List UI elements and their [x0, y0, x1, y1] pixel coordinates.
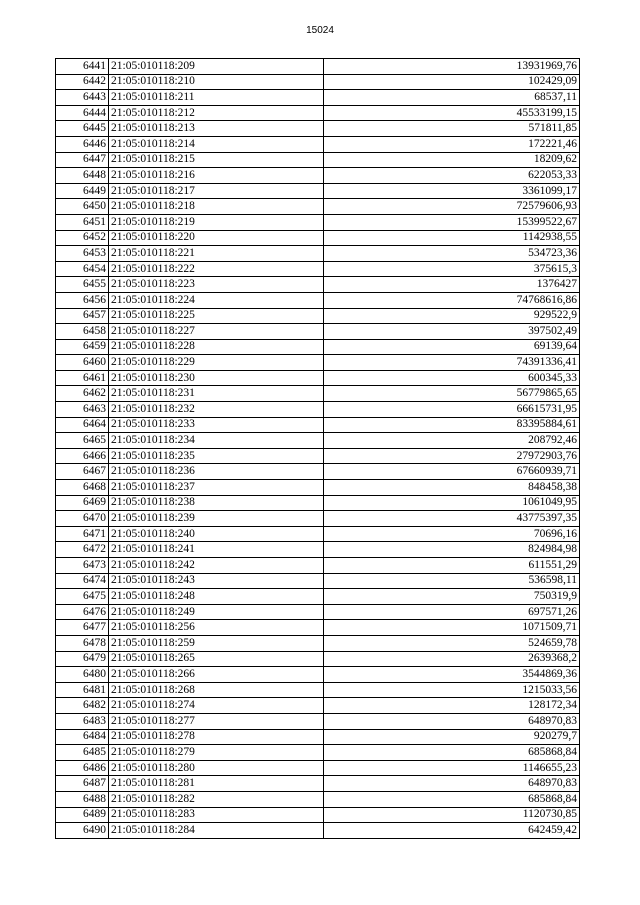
cadastral-number: 21:05:010118:227	[109, 324, 324, 340]
cadastral-value: 920279,7	[324, 729, 580, 745]
cadastral-number: 21:05:010118:242	[109, 558, 324, 574]
table-row	[56, 698, 580, 714]
cadastral-value: 68537,11	[324, 90, 580, 106]
row-number: 6472	[56, 542, 109, 558]
row-number: 6471	[56, 526, 109, 542]
cadastral-value: 56779865,65	[324, 386, 580, 402]
table-row	[56, 604, 580, 620]
row-number: 6464	[56, 417, 109, 433]
cadastral-value: 524659,78	[324, 635, 580, 651]
row-number: 6459	[56, 339, 109, 355]
table-row	[56, 729, 580, 745]
row-number: 6469	[56, 495, 109, 511]
cadastral-value: 43775397,35	[324, 511, 580, 527]
table-row	[56, 807, 580, 823]
row-number: 6462	[56, 386, 109, 402]
cadastral-value: 697571,26	[324, 604, 580, 620]
cadastral-value: 3544869,36	[324, 667, 580, 683]
cadastral-value: 824984,98	[324, 542, 580, 558]
cadastral-number: 21:05:010118:215	[109, 152, 324, 168]
row-number: 6487	[56, 776, 109, 792]
cadastral-value: 102429,09	[324, 74, 580, 90]
cadastral-number: 21:05:010118:214	[109, 136, 324, 152]
row-number: 6449	[56, 183, 109, 199]
table-row	[56, 308, 580, 324]
cadastral-number: 21:05:010118:237	[109, 480, 324, 496]
table-row	[56, 324, 580, 340]
row-number: 6488	[56, 791, 109, 807]
cadastral-value: 1071509,71	[324, 620, 580, 636]
row-number: 6456	[56, 292, 109, 308]
table-row	[56, 261, 580, 277]
row-number: 6448	[56, 168, 109, 184]
row-number: 6473	[56, 558, 109, 574]
row-number: 6461	[56, 370, 109, 386]
cadastral-value-table	[55, 58, 580, 839]
table-row	[56, 152, 580, 168]
table-row	[56, 526, 580, 542]
row-number: 6463	[56, 402, 109, 418]
cadastral-value: 83395884,61	[324, 417, 580, 433]
cadastral-number: 21:05:010118:235	[109, 448, 324, 464]
cadastral-number: 21:05:010118:229	[109, 355, 324, 371]
cadastral-number: 21:05:010118:241	[109, 542, 324, 558]
table-row	[56, 651, 580, 667]
row-number: 6476	[56, 604, 109, 620]
table-row	[56, 277, 580, 293]
cadastral-value: 128172,34	[324, 698, 580, 714]
table-row	[56, 558, 580, 574]
cadastral-value: 172221,46	[324, 136, 580, 152]
table-row	[56, 183, 580, 199]
table-row	[56, 214, 580, 230]
row-number: 6467	[56, 464, 109, 480]
table-row	[56, 230, 580, 246]
cadastral-value: 1142938,55	[324, 230, 580, 246]
table-row	[56, 168, 580, 184]
row-number: 6458	[56, 324, 109, 340]
table-row	[56, 480, 580, 496]
row-number: 6442	[56, 74, 109, 90]
table-row	[56, 386, 580, 402]
table-row	[56, 370, 580, 386]
table-row	[56, 355, 580, 371]
row-number: 6468	[56, 480, 109, 496]
cadastral-value: 3361099,17	[324, 183, 580, 199]
cadastral-value: 929522,9	[324, 308, 580, 324]
cadastral-value: 74391336,41	[324, 355, 580, 371]
cadastral-value: 397502,49	[324, 324, 580, 340]
row-number: 6443	[56, 90, 109, 106]
cadastral-number: 21:05:010118:211	[109, 90, 324, 106]
table-row	[56, 776, 580, 792]
table-row	[56, 745, 580, 761]
cadastral-value: 375615,3	[324, 261, 580, 277]
cadastral-value: 15399522,67	[324, 214, 580, 230]
cadastral-value: 600345,33	[324, 370, 580, 386]
cadastral-number: 21:05:010118:225	[109, 308, 324, 324]
row-number: 6483	[56, 713, 109, 729]
cadastral-value: 648970,83	[324, 713, 580, 729]
row-number: 6465	[56, 433, 109, 449]
row-number: 6490	[56, 823, 109, 839]
cadastral-number: 21:05:010118:209	[109, 59, 324, 75]
cadastral-value: 685868,84	[324, 791, 580, 807]
row-number: 6480	[56, 667, 109, 683]
cadastral-number: 21:05:010118:232	[109, 402, 324, 418]
cadastral-number: 21:05:010118:239	[109, 511, 324, 527]
table-row	[56, 542, 580, 558]
cadastral-number: 21:05:010118:266	[109, 667, 324, 683]
table-row	[56, 246, 580, 262]
table-row	[56, 791, 580, 807]
row-number: 6445	[56, 121, 109, 137]
cadastral-value: 1120730,85	[324, 807, 580, 823]
row-number: 6460	[56, 355, 109, 371]
table-row	[56, 713, 580, 729]
cadastral-value: 70696,16	[324, 526, 580, 542]
cadastral-value: 750319,9	[324, 589, 580, 605]
cadastral-value: 66615731,95	[324, 402, 580, 418]
row-number: 6457	[56, 308, 109, 324]
row-number: 6479	[56, 651, 109, 667]
row-number: 6446	[56, 136, 109, 152]
cadastral-value: 74768616,86	[324, 292, 580, 308]
row-number: 6466	[56, 448, 109, 464]
table-row	[56, 74, 580, 90]
table-row	[56, 635, 580, 651]
table-row	[56, 448, 580, 464]
cadastral-number: 21:05:010118:274	[109, 698, 324, 714]
row-number: 6447	[56, 152, 109, 168]
cadastral-number: 21:05:010118:219	[109, 214, 324, 230]
cadastral-number: 21:05:010118:213	[109, 121, 324, 137]
row-number: 6454	[56, 261, 109, 277]
table-row	[56, 620, 580, 636]
cadastral-number: 21:05:010118:210	[109, 74, 324, 90]
cadastral-number: 21:05:010118:240	[109, 526, 324, 542]
cadastral-value: 622053,33	[324, 168, 580, 184]
cadastral-number: 21:05:010118:249	[109, 604, 324, 620]
cadastral-number: 21:05:010118:284	[109, 823, 324, 839]
cadastral-number: 21:05:010118:220	[109, 230, 324, 246]
cadastral-value: 1061049,95	[324, 495, 580, 511]
table-row	[56, 495, 580, 511]
cadastral-value: 611551,29	[324, 558, 580, 574]
cadastral-value: 1215033,56	[324, 682, 580, 698]
row-number: 6441	[56, 59, 109, 75]
table-row	[56, 105, 580, 121]
cadastral-number: 21:05:010118:238	[109, 495, 324, 511]
row-number: 6484	[56, 729, 109, 745]
cadastral-number: 21:05:010118:223	[109, 277, 324, 293]
cadastral-value: 848458,38	[324, 480, 580, 496]
table-row	[56, 121, 580, 137]
table-row	[56, 433, 580, 449]
cadastral-number: 21:05:010118:218	[109, 199, 324, 215]
cadastral-value: 67660939,71	[324, 464, 580, 480]
cadastral-number: 21:05:010118:277	[109, 713, 324, 729]
page-number: 15024	[306, 25, 334, 36]
cadastral-number: 21:05:010118:233	[109, 417, 324, 433]
cadastral-value: 72579606,93	[324, 199, 580, 215]
row-number: 6478	[56, 635, 109, 651]
row-number: 6444	[56, 105, 109, 121]
cadastral-value: 13931969,76	[324, 59, 580, 75]
cadastral-value: 534723,36	[324, 246, 580, 262]
cadastral-value: 685868,84	[324, 745, 580, 761]
row-number: 6475	[56, 589, 109, 605]
cadastral-number: 21:05:010118:216	[109, 168, 324, 184]
cadastral-value: 27972903,76	[324, 448, 580, 464]
table-row	[56, 402, 580, 418]
cadastral-number: 21:05:010118:217	[109, 183, 324, 199]
row-number: 6451	[56, 214, 109, 230]
table-row	[56, 682, 580, 698]
cadastral-number: 21:05:010118:231	[109, 386, 324, 402]
row-number: 6470	[56, 511, 109, 527]
cadastral-number: 21:05:010118:230	[109, 370, 324, 386]
cadastral-value: 1376427	[324, 277, 580, 293]
cadastral-value: 45533199,15	[324, 105, 580, 121]
table-row	[56, 59, 580, 75]
cadastral-number: 21:05:010118:234	[109, 433, 324, 449]
table-row	[56, 573, 580, 589]
cadastral-number: 21:05:010118:278	[109, 729, 324, 745]
table-row	[56, 417, 580, 433]
cadastral-number: 21:05:010118:228	[109, 339, 324, 355]
cadastral-number: 21:05:010118:259	[109, 635, 324, 651]
table-row	[56, 760, 580, 776]
table-row	[56, 823, 580, 839]
cadastral-value: 2639368,2	[324, 651, 580, 667]
cadastral-value: 571811,85	[324, 121, 580, 137]
table-row	[56, 90, 580, 106]
cadastral-number: 21:05:010118:212	[109, 105, 324, 121]
row-number: 6450	[56, 199, 109, 215]
row-number: 6485	[56, 745, 109, 761]
table-row	[56, 136, 580, 152]
table-row	[56, 511, 580, 527]
row-number: 6489	[56, 807, 109, 823]
table-row	[56, 199, 580, 215]
table-row	[56, 292, 580, 308]
row-number: 6455	[56, 277, 109, 293]
cadastral-number: 21:05:010118:279	[109, 745, 324, 761]
row-number: 6452	[56, 230, 109, 246]
cadastral-value: 642459,42	[324, 823, 580, 839]
cadastral-number: 21:05:010118:236	[109, 464, 324, 480]
cadastral-number: 21:05:010118:222	[109, 261, 324, 277]
cadastral-number: 21:05:010118:268	[109, 682, 324, 698]
cadastral-number: 21:05:010118:283	[109, 807, 324, 823]
cadastral-number: 21:05:010118:281	[109, 776, 324, 792]
table-row	[56, 464, 580, 480]
row-number: 6481	[56, 682, 109, 698]
row-number: 6453	[56, 246, 109, 262]
cadastral-number: 21:05:010118:243	[109, 573, 324, 589]
cadastral-value: 536598,11	[324, 573, 580, 589]
cadastral-value: 208792,46	[324, 433, 580, 449]
cadastral-number: 21:05:010118:282	[109, 791, 324, 807]
cadastral-value: 1146655,23	[324, 760, 580, 776]
cadastral-number: 21:05:010118:224	[109, 292, 324, 308]
cadastral-number: 21:05:010118:265	[109, 651, 324, 667]
table-row	[56, 667, 580, 683]
cadastral-number: 21:05:010118:256	[109, 620, 324, 636]
cadastral-number: 21:05:010118:221	[109, 246, 324, 262]
table-row	[56, 339, 580, 355]
row-number: 6486	[56, 760, 109, 776]
row-number: 6482	[56, 698, 109, 714]
cadastral-value: 648970,83	[324, 776, 580, 792]
row-number: 6474	[56, 573, 109, 589]
table-body	[56, 59, 580, 839]
row-number: 6477	[56, 620, 109, 636]
cadastral-value: 18209,62	[324, 152, 580, 168]
cadastral-number: 21:05:010118:280	[109, 760, 324, 776]
cadastral-value: 69139,64	[324, 339, 580, 355]
table-row	[56, 589, 580, 605]
cadastral-number: 21:05:010118:248	[109, 589, 324, 605]
